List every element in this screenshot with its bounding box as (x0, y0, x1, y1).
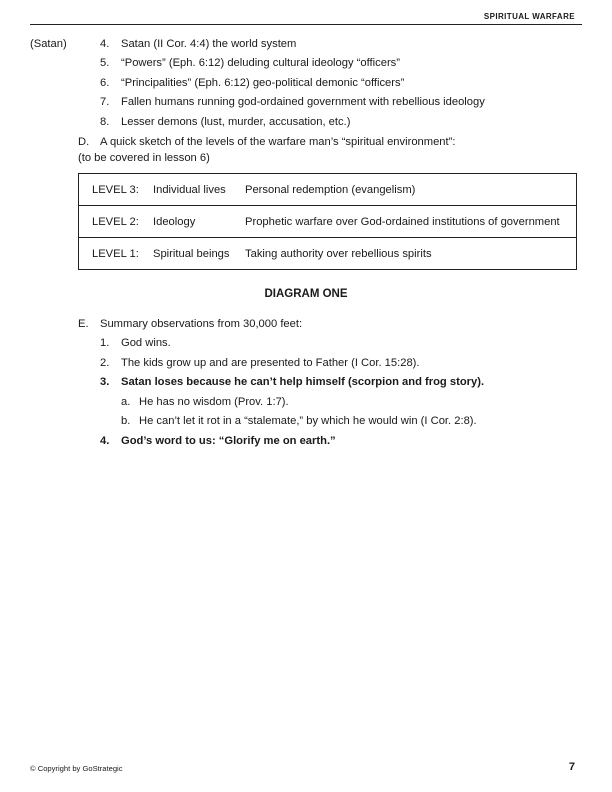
list-item: Satan loses because he can’t help himself (scorpion and frog story). (121, 376, 485, 388)
list-item: Lesser demons (lust, murder, accusation, etc.) (121, 116, 351, 128)
section-letter: D. (78, 136, 90, 148)
levels-table (78, 173, 577, 270)
diagram-title: DIAGRAM ONE (264, 288, 348, 300)
satan-margin-label: (Satan) (30, 38, 67, 50)
lesson-note: (to be covered in lesson 6) (78, 152, 210, 164)
table-row (79, 238, 577, 270)
list-item-number: 4. (100, 38, 110, 50)
description-cell: Taking authority over rebellious spirits (245, 238, 577, 270)
list-item-number: 6. (100, 77, 110, 89)
list-item: God’s word to us: “Glorify me on earth.” (121, 435, 336, 447)
level-cell: LEVEL 3: (92, 183, 139, 196)
list-item: God wins. (121, 337, 171, 349)
copyright-notice: © Copyright by GoStrategic (30, 764, 123, 773)
header-rule (30, 24, 582, 25)
table-row (79, 206, 577, 238)
level-cell: LEVEL 2: (79, 206, 154, 238)
list-item-number: 5. (100, 57, 110, 69)
sub-item-letter: b. (121, 415, 131, 427)
list-item-number: 2. (100, 357, 110, 369)
list-item-number: 1. (100, 337, 110, 349)
list-item: “Powers” (Eph. 6:12) deluding cultural ideology “officers” (121, 57, 400, 69)
list-item-number: 8. (100, 116, 110, 128)
list-item: Satan (II Cor. 4:4) the world system (121, 38, 297, 50)
sub-item-letter: a. (121, 396, 131, 408)
section-title: SPIRITUAL WARFARE (483, 12, 575, 21)
page-number: 7 (568, 761, 575, 773)
list-item: “Principalities” (Eph. 6:12) geo-political demonic “officers” (121, 77, 405, 89)
list-item-number: 4. (100, 435, 110, 447)
description-cell: Personal redemption (evangelism) (245, 183, 416, 196)
list-item: The kids grow up and are presented to Father (I Cor. 15:28). (121, 357, 420, 369)
description-cell: Prophetic warfare over God-ordained institutions of government (245, 206, 577, 238)
section-heading: A quick sketch of the levels of the warfare man’s “spiritual environment”: (100, 136, 456, 148)
sub-item: He can’t let it rot in a “stalemate,” by which he would win (I Cor. 2:8). (139, 415, 477, 427)
subject-cell: Individual lives (153, 183, 226, 196)
level-cell: LEVEL 1: (79, 238, 154, 270)
subject-cell: Spiritual beings (153, 238, 245, 270)
list-item-number: 3. (100, 376, 110, 388)
table-row (79, 174, 577, 206)
sub-item: He has no wisdom (Prov. 1:7). (139, 396, 289, 408)
subject-cell: Ideology (153, 206, 245, 238)
section-letter: E. (78, 318, 89, 330)
section-heading: Summary observations from 30,000 feet: (100, 318, 303, 330)
list-item: Fallen humans running god-ordained government with rebellious ideology (121, 96, 485, 108)
list-item-number: 7. (100, 96, 110, 108)
